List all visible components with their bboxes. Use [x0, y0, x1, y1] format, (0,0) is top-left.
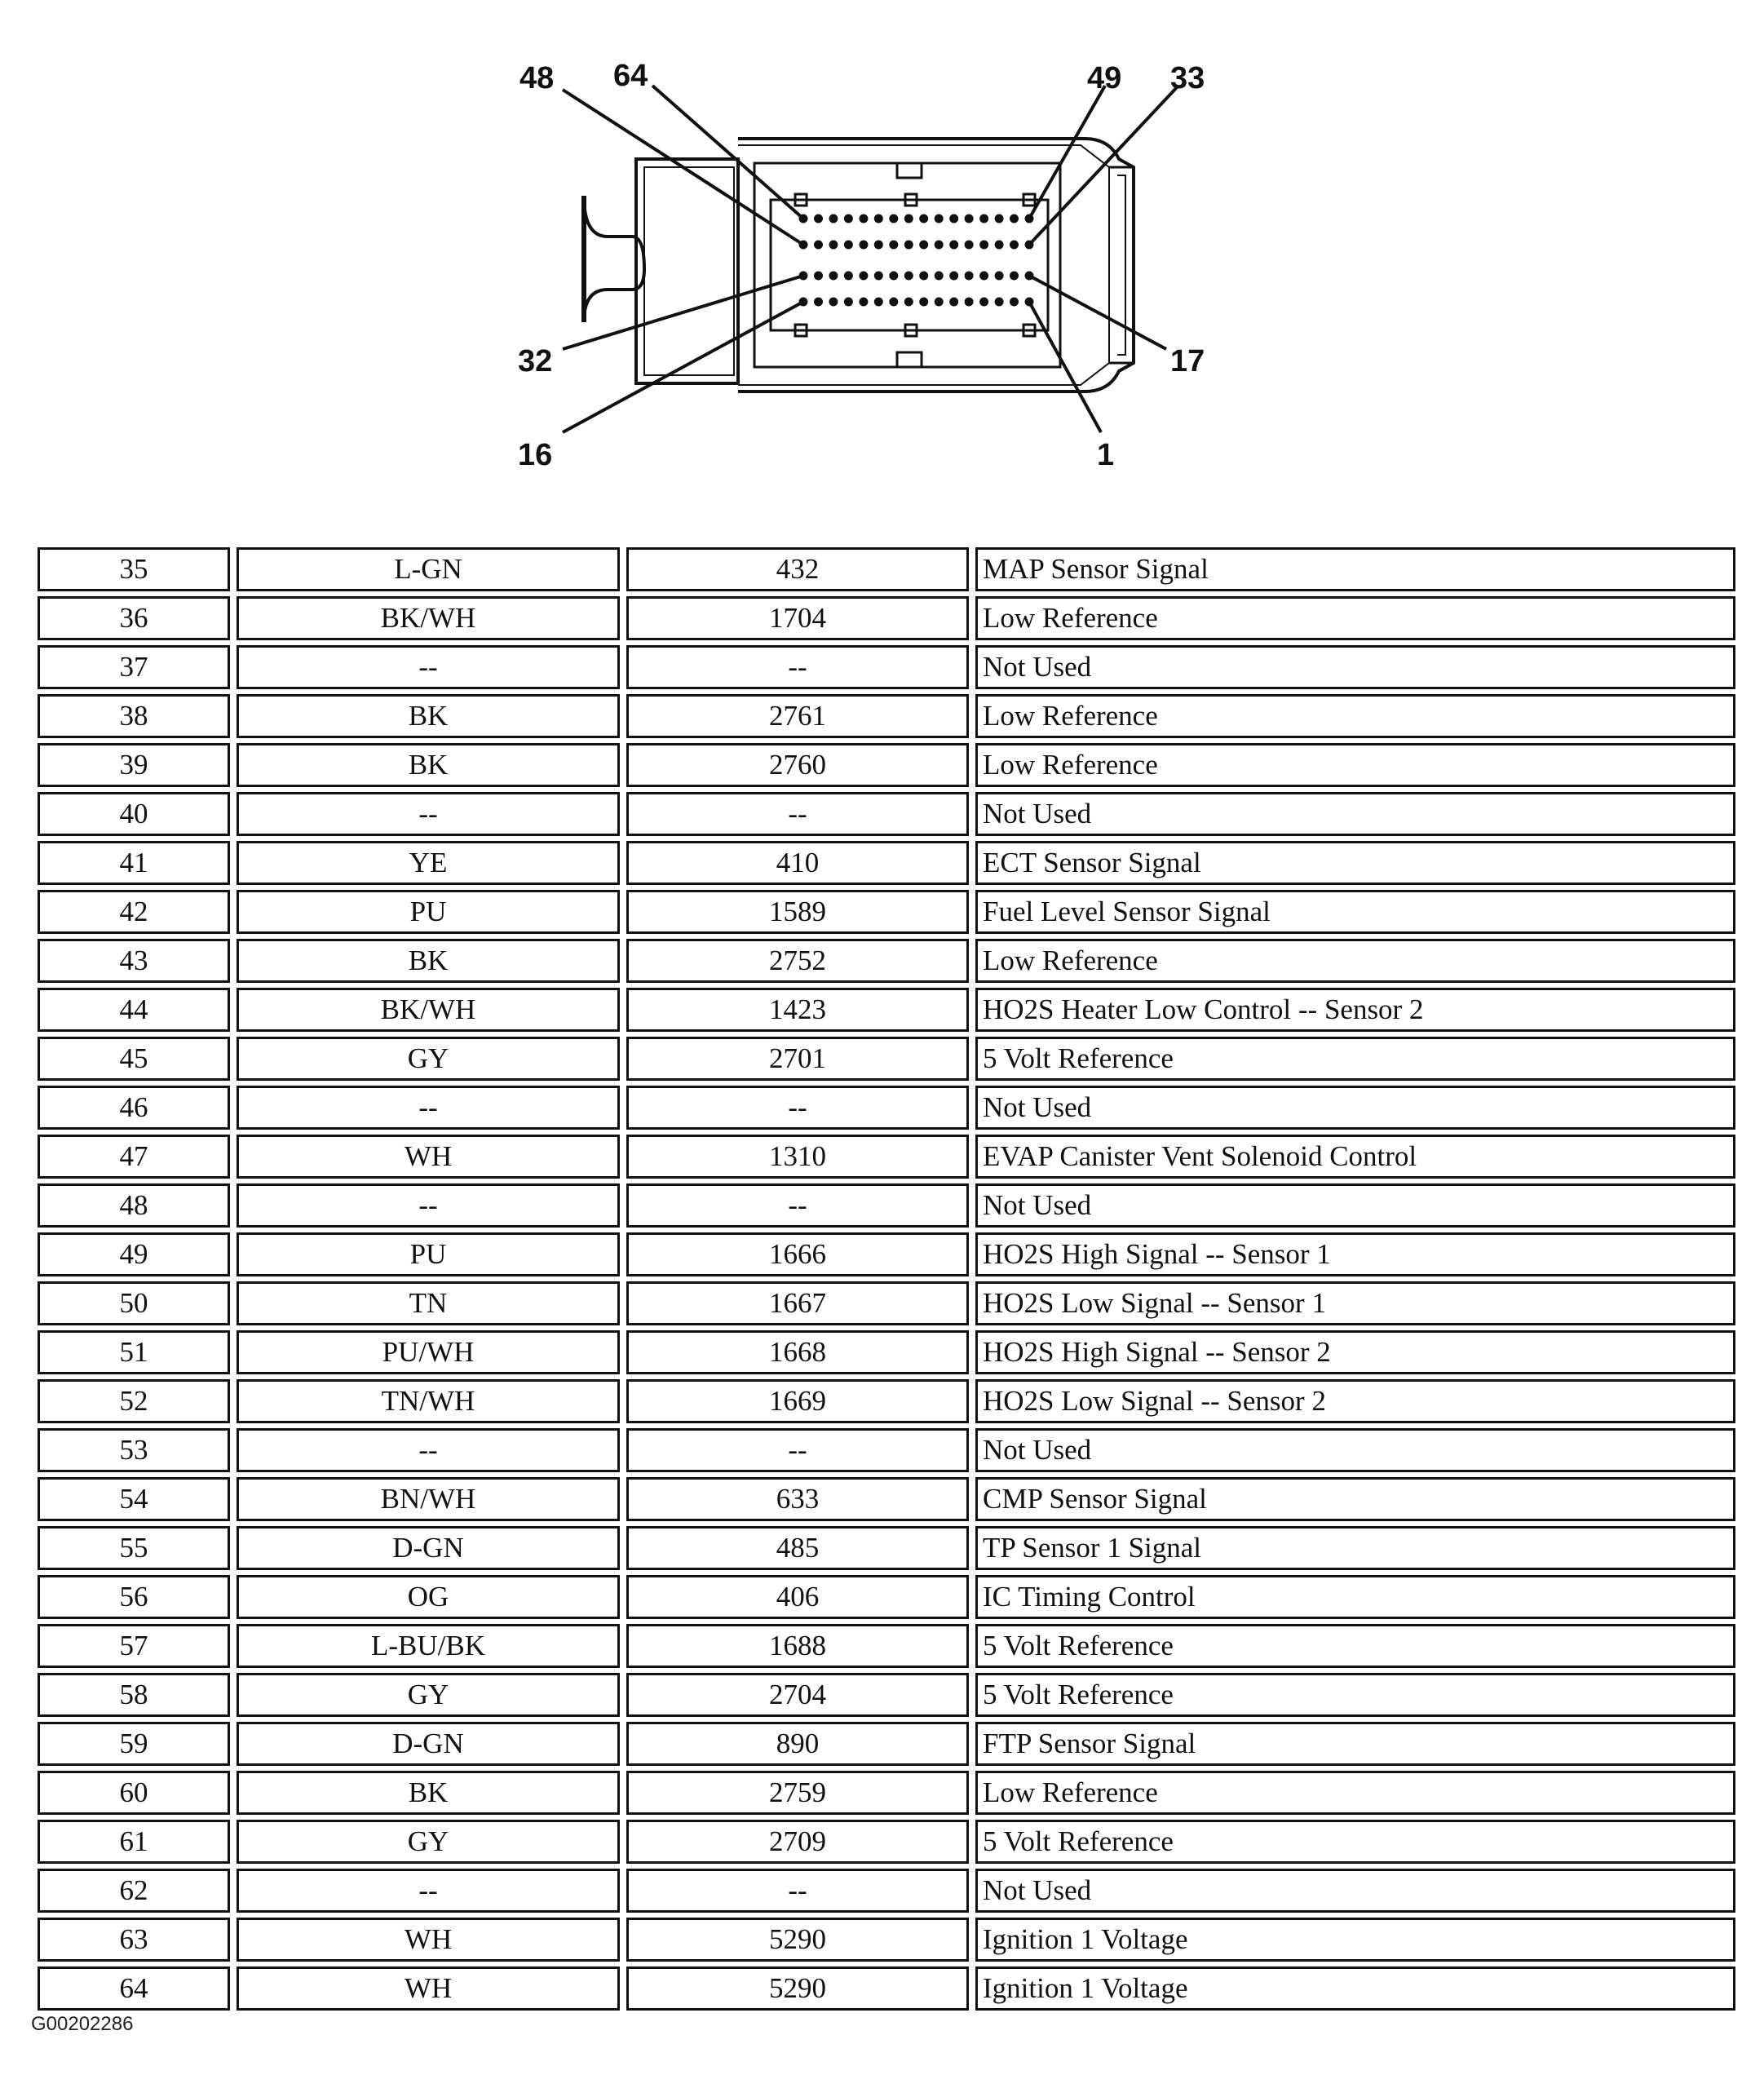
- pin-terminal: [889, 241, 898, 250]
- function-cell: HO2S Low Signal -- Sensor 2: [975, 1379, 1735, 1423]
- circuit-number-cell: --: [626, 1086, 969, 1130]
- wire-color-cell: BN/WH: [237, 1477, 620, 1521]
- wire-color-cell: PU: [237, 890, 620, 934]
- wire-color-cell: PU/WH: [237, 1330, 620, 1374]
- pin-terminal: [859, 272, 868, 281]
- table-row: [38, 1135, 1735, 1179]
- function-cell: Low Reference: [975, 694, 1735, 738]
- pin-number-cell: 63: [38, 1918, 230, 1962]
- wire-color-cell: OG: [237, 1575, 620, 1619]
- function-cell: HO2S High Signal -- Sensor 1: [975, 1232, 1735, 1276]
- circuit-number-cell: 485: [626, 1526, 969, 1570]
- function-cell: Not Used: [975, 1086, 1735, 1130]
- table-row: [38, 1428, 1735, 1472]
- wire-color-cell: YE: [237, 841, 620, 885]
- wire-color-cell: WH: [237, 1966, 620, 2011]
- pin-terminal: [814, 241, 823, 250]
- pin-number-cell: 56: [38, 1575, 230, 1619]
- table-row: [38, 645, 1735, 689]
- circuit-number-cell: 5290: [626, 1966, 969, 2011]
- pin-terminal: [979, 298, 988, 307]
- pin-callout-33: 33: [1170, 61, 1205, 95]
- circuit-number-cell: 2752: [626, 939, 969, 983]
- pin-terminal: [829, 272, 838, 281]
- pin-number-cell: 35: [38, 547, 230, 591]
- pin-terminal: [844, 241, 853, 250]
- pin-number-cell: 52: [38, 1379, 230, 1423]
- function-cell: EVAP Canister Vent Solenoid Control: [975, 1135, 1735, 1179]
- circuit-number-cell: 1667: [626, 1281, 969, 1325]
- pin-terminal: [814, 272, 823, 281]
- pin-terminal: [1010, 241, 1019, 250]
- wire-color-cell: BK: [237, 694, 620, 738]
- pin-terminal: [889, 215, 898, 223]
- pin-terminal: [844, 272, 853, 281]
- wire-color-cell: BK: [237, 939, 620, 983]
- connector-face-diagram: [0, 0, 1764, 522]
- pin-number-cell: 39: [38, 743, 230, 787]
- function-cell: Low Reference: [975, 743, 1735, 787]
- pin-terminal: [949, 241, 958, 250]
- table-row: [38, 547, 1735, 591]
- table-row: [38, 1624, 1735, 1668]
- circuit-number-cell: 2761: [626, 694, 969, 738]
- function-cell: Ignition 1 Voltage: [975, 1966, 1735, 2011]
- pin-terminal: [874, 215, 883, 223]
- table-row: [38, 1330, 1735, 1374]
- table-row: [38, 1526, 1735, 1570]
- pin-terminal: [935, 241, 944, 250]
- function-cell: Low Reference: [975, 596, 1735, 640]
- wire-color-cell: --: [237, 645, 620, 689]
- pin-terminal: [859, 241, 868, 250]
- wire-color-cell: L-GN: [237, 547, 620, 591]
- pin-terminal: [949, 215, 958, 223]
- pin-number-cell: 57: [38, 1624, 230, 1668]
- pin-terminal: [889, 272, 898, 281]
- wire-color-cell: WH: [237, 1918, 620, 1962]
- pin-callout-16: 16: [518, 438, 553, 472]
- pin-number-cell: 36: [38, 596, 230, 640]
- function-cell: Fuel Level Sensor Signal: [975, 890, 1735, 934]
- circuit-number-cell: 633: [626, 1477, 969, 1521]
- wire-color-cell: --: [237, 792, 620, 836]
- pin-terminal: [904, 215, 913, 223]
- function-cell: Not Used: [975, 792, 1735, 836]
- table-row: [38, 1771, 1735, 1815]
- pin-terminal: [995, 241, 1004, 250]
- function-cell: Not Used: [975, 1183, 1735, 1228]
- wire-color-cell: BK: [237, 743, 620, 787]
- pin-terminal: [919, 241, 928, 250]
- function-cell: TP Sensor 1 Signal: [975, 1526, 1735, 1570]
- pin-number-cell: 49: [38, 1232, 230, 1276]
- pinout-table: [31, 542, 1742, 2015]
- pin-terminal: [874, 298, 883, 307]
- circuit-number-cell: 2704: [626, 1673, 969, 1717]
- pin-row-bottom: [799, 298, 1034, 307]
- table-row: [38, 1232, 1735, 1276]
- pin-terminal: [874, 272, 883, 281]
- pin-terminal: [965, 272, 974, 281]
- function-cell: MAP Sensor Signal: [975, 547, 1735, 591]
- table-row: [38, 1183, 1735, 1228]
- pin-terminal: [965, 215, 974, 223]
- pin-row-lower-middle: [799, 272, 1034, 281]
- table-row: [38, 743, 1735, 787]
- wire-color-cell: PU: [237, 1232, 620, 1276]
- circuit-number-cell: 2709: [626, 1820, 969, 1864]
- pin-callout-1: 1: [1097, 438, 1115, 472]
- circuit-number-cell: --: [626, 645, 969, 689]
- pin-callout-17: 17: [1170, 344, 1205, 378]
- pin-number-cell: 45: [38, 1037, 230, 1081]
- pin-terminal: [904, 298, 913, 307]
- circuit-number-cell: --: [626, 1183, 969, 1228]
- circuit-number-cell: 1704: [626, 596, 969, 640]
- wire-color-cell: BK/WH: [237, 988, 620, 1032]
- table-row: [38, 1722, 1735, 1766]
- function-cell: 5 Volt Reference: [975, 1624, 1735, 1668]
- function-cell: 5 Volt Reference: [975, 1037, 1735, 1081]
- table-row: [38, 939, 1735, 983]
- table-row: [38, 792, 1735, 836]
- table-row: [38, 1379, 1735, 1423]
- function-cell: CMP Sensor Signal: [975, 1477, 1735, 1521]
- table-row: [38, 1918, 1735, 1962]
- function-cell: ECT Sensor Signal: [975, 841, 1735, 885]
- circuit-number-cell: 2759: [626, 1771, 969, 1815]
- wire-color-cell: --: [237, 1869, 620, 1913]
- pin-terminal: [919, 272, 928, 281]
- pin-terminal: [995, 298, 1004, 307]
- wire-color-cell: D-GN: [237, 1526, 620, 1570]
- circuit-number-cell: 1668: [626, 1330, 969, 1374]
- pin-terminal: [859, 298, 868, 307]
- function-cell: Ignition 1 Voltage: [975, 1918, 1735, 1962]
- pin-terminal: [919, 298, 928, 307]
- circuit-number-cell: 1688: [626, 1624, 969, 1668]
- pin-terminal: [829, 215, 838, 223]
- pin-terminal: [919, 215, 928, 223]
- pin-terminal: [874, 241, 883, 250]
- pin-terminal: [965, 241, 974, 250]
- pin-number-cell: 41: [38, 841, 230, 885]
- pin-terminal: [949, 298, 958, 307]
- circuit-number-cell: 2760: [626, 743, 969, 787]
- pin-row-top: [799, 215, 1034, 223]
- function-cell: Low Reference: [975, 1771, 1735, 1815]
- wire-color-cell: GY: [237, 1673, 620, 1717]
- pin-callout-49: 49: [1087, 61, 1122, 95]
- table-row: [38, 694, 1735, 738]
- circuit-number-cell: 1666: [626, 1232, 969, 1276]
- pin-callout-32: 32: [518, 344, 553, 378]
- pin-number-cell: 58: [38, 1673, 230, 1717]
- function-cell: FTP Sensor Signal: [975, 1722, 1735, 1766]
- function-cell: Not Used: [975, 1428, 1735, 1472]
- circuit-number-cell: --: [626, 1869, 969, 1913]
- pin-number-cell: 60: [38, 1771, 230, 1815]
- pin-terminal: [949, 272, 958, 281]
- pin-terminal: [829, 241, 838, 250]
- circuit-number-cell: 432: [626, 547, 969, 591]
- table-row: [38, 1281, 1735, 1325]
- pin-terminal: [935, 272, 944, 281]
- pin-number-cell: 55: [38, 1526, 230, 1570]
- pin-callout-48: 48: [519, 61, 555, 95]
- pin-number-cell: 59: [38, 1722, 230, 1766]
- pin-number-cell: 44: [38, 988, 230, 1032]
- table-row: [38, 1575, 1735, 1619]
- pin-terminal: [935, 298, 944, 307]
- pin-terminal: [1010, 272, 1019, 281]
- connector-body: [584, 139, 1134, 392]
- wire-color-cell: D-GN: [237, 1722, 620, 1766]
- pin-callout-64: 64: [613, 59, 648, 93]
- pin-terminal: [1010, 298, 1019, 307]
- table-row: [38, 1820, 1735, 1864]
- pin-terminal: [814, 215, 823, 223]
- pin-terminal: [979, 272, 988, 281]
- figure-id: G00202286: [31, 2013, 134, 2035]
- circuit-number-cell: 5290: [626, 1918, 969, 1962]
- wire-color-cell: BK: [237, 1771, 620, 1815]
- pin-number-cell: 42: [38, 890, 230, 934]
- pin-number-cell: 61: [38, 1820, 230, 1864]
- table-row: [38, 841, 1735, 885]
- wire-color-cell: GY: [237, 1037, 620, 1081]
- pin-terminal: [889, 298, 898, 307]
- pin-terminal: [1010, 215, 1019, 223]
- wire-color-cell: WH: [237, 1135, 620, 1179]
- pin-terminal: [814, 298, 823, 307]
- circuit-number-cell: --: [626, 792, 969, 836]
- table-row: [38, 1477, 1735, 1521]
- pin-number-cell: 62: [38, 1869, 230, 1913]
- wire-color-cell: BK/WH: [237, 596, 620, 640]
- pin-number-cell: 47: [38, 1135, 230, 1179]
- pin-number-cell: 64: [38, 1966, 230, 2011]
- function-cell: IC Timing Control: [975, 1575, 1735, 1619]
- pin-terminal: [965, 298, 974, 307]
- pin-number-cell: 54: [38, 1477, 230, 1521]
- table-row: [38, 1673, 1735, 1717]
- function-cell: HO2S Low Signal -- Sensor 1: [975, 1281, 1735, 1325]
- circuit-number-cell: 1589: [626, 890, 969, 934]
- pin-terminal: [979, 241, 988, 250]
- pin-terminal: [844, 298, 853, 307]
- pin-number-cell: 46: [38, 1086, 230, 1130]
- pin-terminal: [859, 215, 868, 223]
- wire-color-cell: --: [237, 1428, 620, 1472]
- circuit-number-cell: 1669: [626, 1379, 969, 1423]
- wire-color-cell: --: [237, 1183, 620, 1228]
- table-row: [38, 1966, 1735, 2011]
- circuit-number-cell: 406: [626, 1575, 969, 1619]
- table-row: [38, 1086, 1735, 1130]
- pin-terminal: [904, 241, 913, 250]
- pin-terminal: [995, 215, 1004, 223]
- pin-terminal: [844, 215, 853, 223]
- table-row: [38, 890, 1735, 934]
- pin-number-cell: 51: [38, 1330, 230, 1374]
- pin-terminal: [979, 215, 988, 223]
- pin-number-cell: 38: [38, 694, 230, 738]
- table-row: [38, 1869, 1735, 1913]
- wire-color-cell: GY: [237, 1820, 620, 1864]
- function-cell: 5 Volt Reference: [975, 1820, 1735, 1864]
- function-cell: Not Used: [975, 1869, 1735, 1913]
- pin-number-cell: 40: [38, 792, 230, 836]
- circuit-number-cell: 1310: [626, 1135, 969, 1179]
- circuit-number-cell: 890: [626, 1722, 969, 1766]
- pin-number-cell: 50: [38, 1281, 230, 1325]
- circuit-number-cell: 1423: [626, 988, 969, 1032]
- function-cell: Not Used: [975, 645, 1735, 689]
- circuit-number-cell: 410: [626, 841, 969, 885]
- pin-row-upper-middle: [799, 241, 1034, 250]
- pin-terminal: [829, 298, 838, 307]
- pin-number-cell: 43: [38, 939, 230, 983]
- table-row: [38, 1037, 1735, 1081]
- pin-terminal: [995, 272, 1004, 281]
- circuit-number-cell: 2701: [626, 1037, 969, 1081]
- pin-number-cell: 53: [38, 1428, 230, 1472]
- pin-terminal: [935, 215, 944, 223]
- pin-terminal: [904, 272, 913, 281]
- circuit-number-cell: --: [626, 1428, 969, 1472]
- function-cell: Low Reference: [975, 939, 1735, 983]
- wire-color-cell: TN/WH: [237, 1379, 620, 1423]
- function-cell: HO2S Heater Low Control -- Sensor 2: [975, 988, 1735, 1032]
- pin-number-cell: 37: [38, 645, 230, 689]
- function-cell: 5 Volt Reference: [975, 1673, 1735, 1717]
- wire-color-cell: --: [237, 1086, 620, 1130]
- pin-number-cell: 48: [38, 1183, 230, 1228]
- function-cell: HO2S High Signal -- Sensor 2: [975, 1330, 1735, 1374]
- table-row: [38, 988, 1735, 1032]
- table-row: [38, 596, 1735, 640]
- wire-color-cell: L-BU/BK: [237, 1624, 620, 1668]
- wire-color-cell: TN: [237, 1281, 620, 1325]
- pinout-table-body: [38, 547, 1735, 2011]
